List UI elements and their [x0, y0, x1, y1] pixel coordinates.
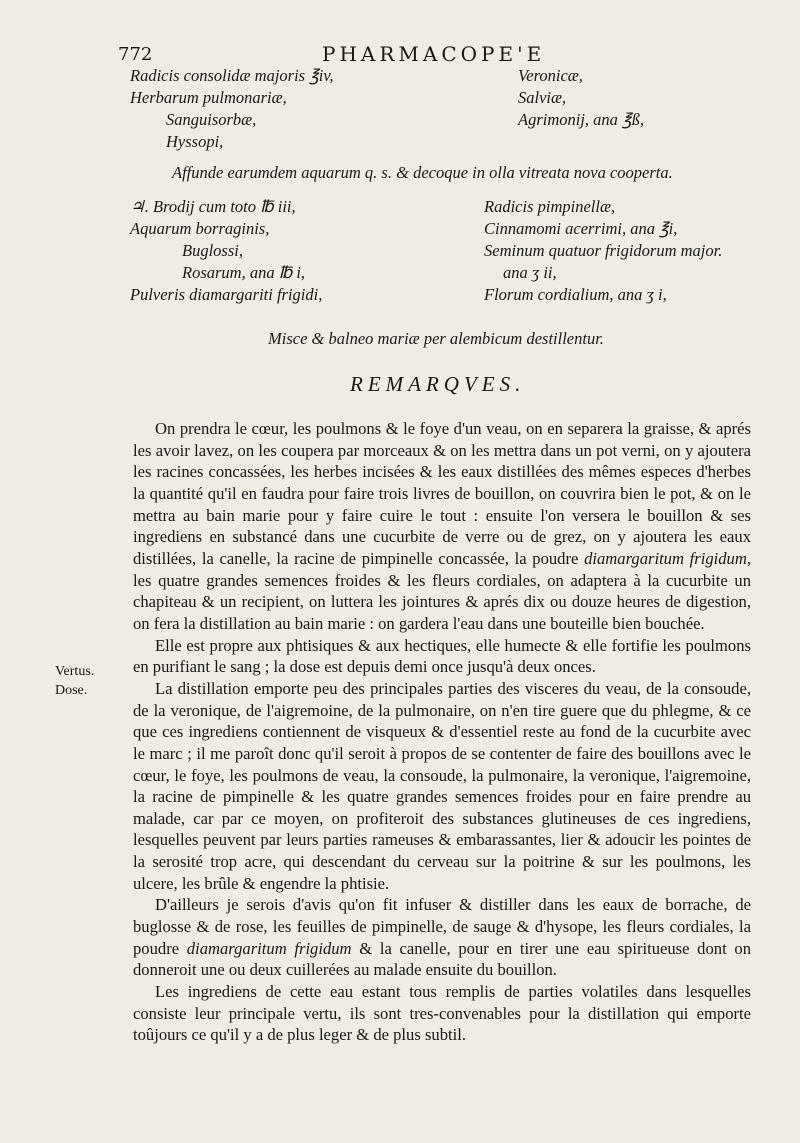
- recipe-2-left-line: Buglossi,: [182, 241, 243, 260]
- paragraph-text: , les quatre grandes semences froides & les fleurs cordiales, on adaptera à la cucurbite un chapiteau & un recipient, on luttera les jointures & aprés dix ou douze heures de digestion, on fera la distillation au bain marie : on gardera l'eau dans une bouteille bien bouchée.: [133, 548, 751, 633]
- recipe-1-right-line: Agrimonij, ana ℥ß,: [518, 110, 644, 129]
- recipe-2-right-line: Seminum quatuor frigidorum major.: [484, 241, 723, 260]
- paragraph-italic: diamargaritum frigidum: [584, 548, 747, 568]
- recipe-2-right-line: Florum cordialium, ana ʒ i,: [484, 285, 667, 304]
- recipe-2-instruction: Misce & balneo mariæ per alembicum destillentur.: [268, 329, 604, 348]
- paragraph: Les ingrediens de cette eau estant tous remplis de parties volatiles dans lesquelles consiste leur principale vertu, ils sont tres-convenables pour la distillation qui emporte toûjours ce qu'il y a de plus leger & de plus subtil.: [133, 982, 751, 1045]
- margin-note-dose: Dose.: [55, 683, 88, 698]
- recipe-1-instruction: Affunde earumdem aquarum q. s. & decoque in olla vitreata nova cooperta.: [172, 163, 673, 182]
- recipe-2-left-line: Pulveris diamargariti frigidi,: [130, 285, 323, 304]
- section-title: REMARQVES.: [350, 372, 526, 396]
- paragraph-text: D'ailleurs je serois d'avis qu'on fit infuser & distiller dans les eaux de borrache, de buglosse & de rose, les feuilles de pimpinelle, de sauge & d'hysope, les fleurs cordiales, la poudre: [133, 895, 751, 958]
- recipe-2-right-line: Cinnamomi acerrimi, ana ℥i,: [484, 219, 678, 238]
- recipe-1-left-line: Sanguisorbæ,: [166, 110, 257, 129]
- margin-note-vertus: Vertus.: [55, 664, 95, 679]
- paragraph: La distillation emporte peu des principales parties des visceres du veau, de la consoude, de la veronique, de l'aigremoine, de la pulmonaire, on n'en tire guere que du phlegme, & ce que ces ingrediens contiennent de visqueux & d'essentiel reste au fond de la cucurbite avec le marc ; il me paroît donc qu'il seroit à propos de se contenter de faire des bouillons avec le cœur, le foye, les poulmons de veau, la consoude, la pulmonaire, la veronique, l'aigremoine, la racine de pimpinelle & les quatre grandes semences froides pour en faire prendre au malade, car par ce moyen, on profiteroit des substances glutineuses de ces ingrediens, lesquelles peuvent par leurs parties rameuses & embarassantes, lier & adoucir les pointes de la serosité trop acre, qui descendant du cerveau sur la poitrine & sur les poulmons, les ulcere, les brûle & engendre la phtisie.: [133, 678, 751, 893]
- paragraph-text: & la canelle, pour en tirer une eau spiritueuse dont on donneroit une ou deux cuillerées au malade ensuite du bouillon.: [133, 938, 751, 980]
- recipe-1-left-line: Radicis consolidæ majoris ℥iv,: [130, 66, 334, 85]
- paragraph: Elle est propre aux phtisiques & aux hectiques, elle humecte & elle fortifie les poulmons en purifiant le sang ; la dose est depuis demi once jusqu'à deux onces.: [133, 635, 751, 677]
- recipe-1-left-line: Herbarum pulmonariæ,: [130, 88, 287, 107]
- recipe-1-left-line: Hyssopi,: [166, 132, 224, 151]
- paragraph-text: On prendra le cœur, les poulmons & le foye d'un veau, on en separera la graisse, & aprés les avoir lavez, on les coupera par morceaux & on les mettra dans un pot verni, on y ajoutera les racines concassées, les herbes incisées & les eaux distillées des mêmes especes d'herbes la quantité qu'il en faudra pour faire trois livres de bouillon, on couvrira bien le pot, & on le mettra au bain marie pour y faire cuire le tout : ensuite l'on versera le bouillon & ses ingrediens en substancé dans une cucurbite de verre ou de grez, on y ajoutera les eaux distillées, la canelle, la racine de pimpinelle concassée, la poudre: [133, 419, 751, 568]
- page-header: [0, 42, 800, 66]
- paragraph: [133, 894, 751, 981]
- paragraph: [133, 418, 751, 635]
- page-number: 772: [118, 44, 153, 65]
- running-title: PHARMACOPE'E: [322, 42, 546, 66]
- recipe-2-right-line: Radicis pimpinellæ,: [484, 197, 616, 216]
- recipe-2-left-line: Rosarum, ana ℔ i,: [182, 263, 306, 282]
- paragraph-italic: diamargaritum frigidum: [186, 938, 352, 958]
- recipe-1-right-line: Salviæ,: [518, 88, 567, 107]
- recipe-1-right-line: Veronicæ,: [518, 66, 583, 85]
- recipe-2-left-line: ♃. Brodij cum toto ℔ iii,: [130, 197, 296, 216]
- recipe-2-left-line: Aquarum borraginis,: [130, 219, 270, 238]
- recipe-2-right-line: ana ʒ ii,: [503, 263, 557, 282]
- remarques-body: [133, 418, 751, 1046]
